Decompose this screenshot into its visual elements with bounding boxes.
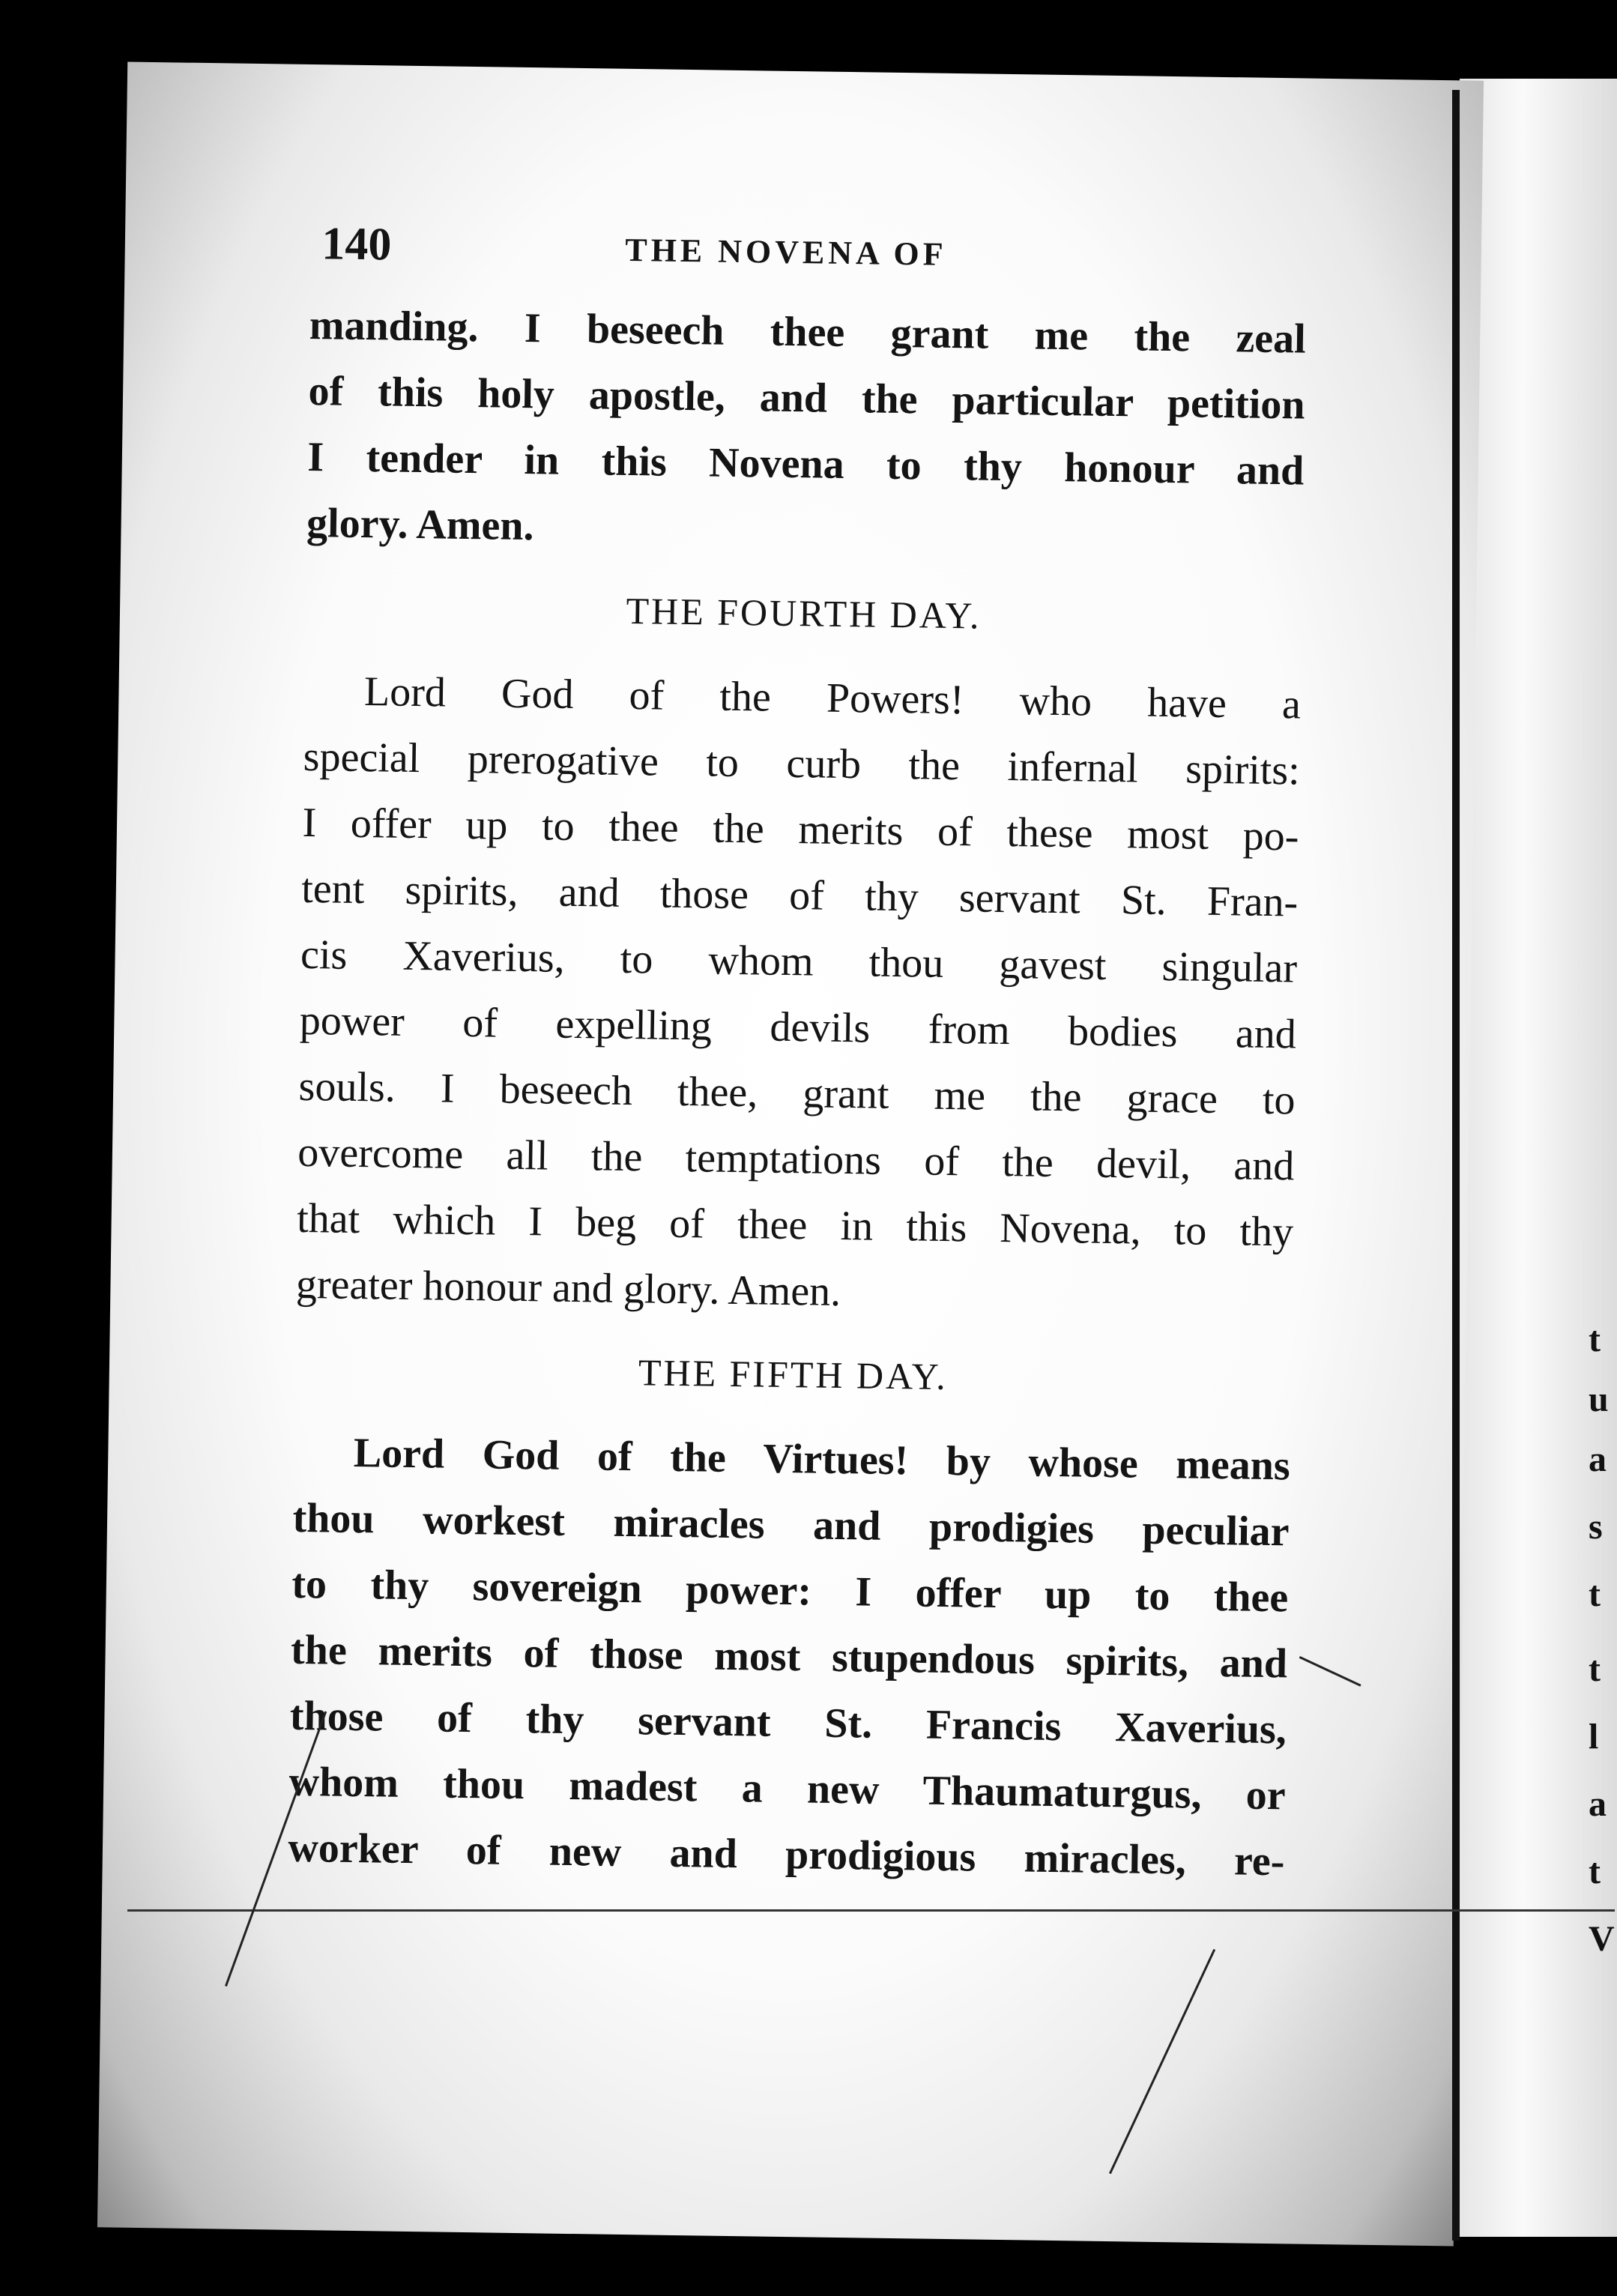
facing-page-char: V (1589, 1919, 1615, 1959)
text-line: the merits of those most stupendous spirits, and (290, 1626, 1288, 1688)
text-line: greater honour and glory. Amen. (295, 1260, 841, 1316)
facing-page-char: s (1589, 1507, 1603, 1547)
facing-page-edge (1460, 79, 1617, 2237)
facing-page-char: t (1589, 1852, 1601, 1891)
continuation-paragraph (306, 292, 1307, 570)
text-line: of this holy apostle, and the particular petition (308, 367, 1305, 429)
text-line: power of expelling devils from bodies and (299, 997, 1297, 1058)
fourth-day-heading: THE FOURTH DAY. (626, 589, 982, 637)
text-line: manding. I beseech thee grant me the zeal (309, 301, 1307, 363)
facing-page-char: t (1589, 1574, 1601, 1614)
text-line: Lord God of the Virtues! by whose means (353, 1429, 1291, 1490)
facing-page-char: l (1589, 1717, 1599, 1756)
page-number: 140 (321, 218, 392, 271)
facing-page-char: t (1589, 1320, 1601, 1359)
text-line: I offer up to thee the merits of these most po- (302, 799, 1299, 860)
text-line: whom thou madest a new Thaumaturgus, or (288, 1758, 1287, 1819)
text-line: thou workest miracles and prodigies peculiar (292, 1494, 1290, 1556)
facing-page-char: u (1589, 1380, 1609, 1419)
text-line: tent spirits, and those of thy servant St. Fran- (300, 865, 1299, 926)
text-line: cis Xaverius, to whom thou gavest singular (300, 931, 1298, 992)
facing-page-char: a (1589, 1439, 1607, 1479)
text-line: worker of new and prodigious miracles, re- (288, 1824, 1285, 1885)
text-line: special prerogative to curb the infernal spirits: (303, 733, 1301, 794)
facing-page-char: a (1589, 1784, 1607, 1824)
text-line: souls. I beseech thee, grant me the grace to (298, 1063, 1296, 1124)
text-line: Lord God of the Powers! who have a (363, 668, 1302, 728)
text-line: that which I beg of thee in this Novena, to thy (296, 1194, 1294, 1256)
fifth-day-heading: THE FIFTH DAY. (638, 1351, 949, 1398)
text-line: I tender in this Novena to thy honour and (306, 433, 1305, 495)
scan-artifact-rule (127, 1909, 1615, 1912)
binding-gutter (1452, 90, 1460, 2241)
text-line: those of thy servant St. Francis Xaverius, (289, 1692, 1287, 1753)
text-line: to thy sovereign power: I offer up to thee (291, 1560, 1289, 1622)
page-header (309, 210, 1307, 306)
text-line: glory. Amen. (306, 499, 534, 550)
facing-page-char: t (1589, 1649, 1601, 1689)
fifth-day-paragraph (288, 1419, 1290, 1895)
fourth-day-paragraph (295, 658, 1301, 1331)
page-text-column (288, 210, 1308, 1894)
running-head: THE NOVENA OF (624, 231, 947, 273)
text-line: overcome all the temptations of the devil, and (297, 1129, 1295, 1190)
